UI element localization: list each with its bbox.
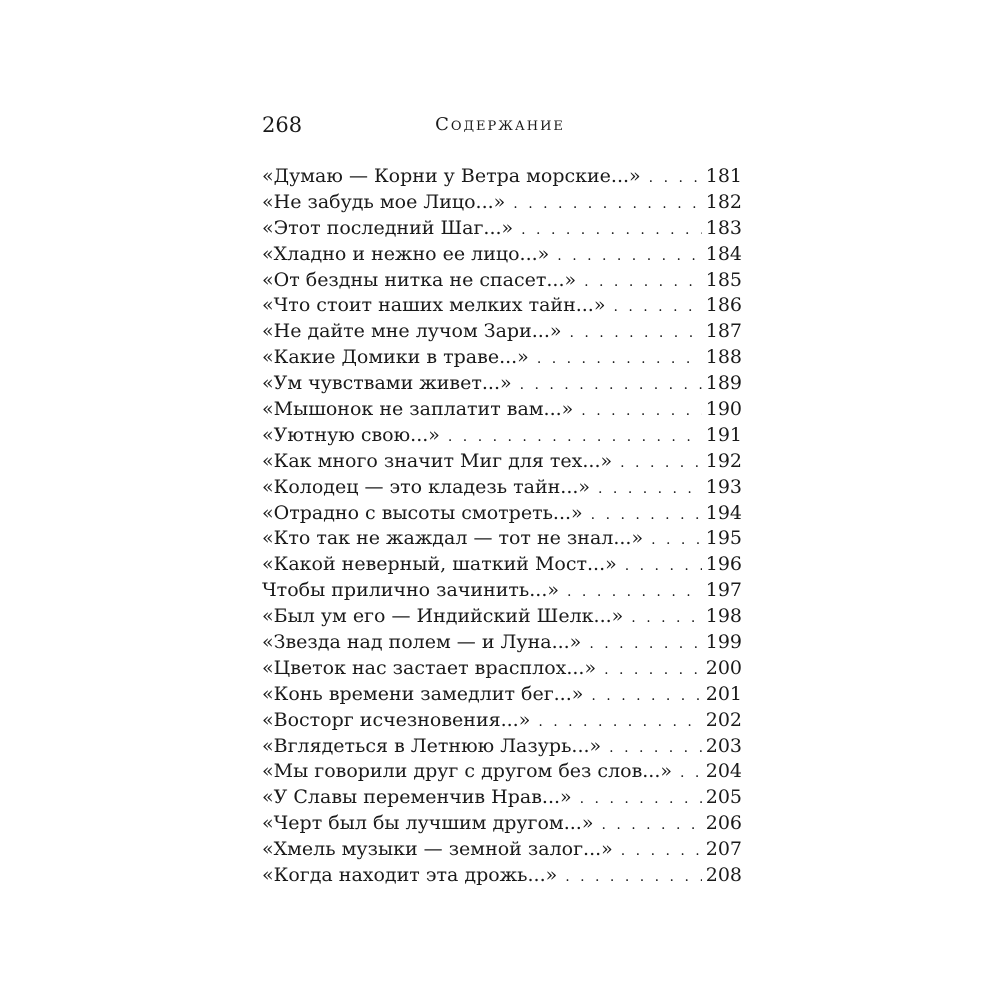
toc-entry (262, 164, 742, 190)
toc-entry-page: 208 (705, 864, 742, 887)
toc-entry-title: «Кто так не жаждал — тот не знал...» (262, 527, 644, 550)
dot-leader (567, 580, 702, 606)
dot-leader (620, 451, 702, 477)
toc-entry-title: «Мышонок не заплатит вам...» (262, 398, 574, 421)
toc-entry-title: «Цветок нас застает врасплох...» (262, 656, 597, 679)
dot-leader (584, 270, 702, 296)
toc-entry (262, 397, 742, 423)
toc-entry (262, 268, 742, 294)
toc-entry-title: «Был ум его — Индийский Шелк...» (262, 605, 624, 628)
toc-entry-page: 182 (705, 190, 742, 213)
toc-entry-title: «Уютную свою...» (262, 423, 440, 446)
toc-entry-page: 195 (705, 527, 742, 550)
toc-entry (262, 190, 742, 216)
dot-leader (557, 244, 701, 270)
toc-entry-page: 207 (705, 838, 742, 861)
toc-entry (262, 837, 742, 863)
dot-leader (680, 761, 702, 787)
dot-leader (570, 321, 702, 347)
dot-leader (601, 813, 701, 839)
toc-entry-page: 194 (705, 501, 742, 524)
toc-entry-page: 202 (705, 708, 742, 731)
toc-entry-page: 198 (705, 605, 742, 628)
toc-entry (262, 811, 742, 837)
dot-leader (538, 710, 701, 736)
toc-entry-page: 185 (705, 268, 742, 291)
toc-entry-title: «Что стоит наших мелких тайн...» (262, 294, 606, 317)
toc-entry-page: 203 (705, 734, 742, 757)
dot-leader (598, 477, 702, 503)
dot-leader (631, 606, 701, 632)
toc-entry (262, 423, 742, 449)
toc-entry (262, 216, 742, 242)
toc-entry-title: «Какой неверный, шаткий Мост...» (262, 553, 617, 576)
dot-leader (604, 658, 702, 684)
toc-entry-title: «Ум чувствами живет...» (262, 372, 512, 395)
dot-leader (651, 528, 702, 554)
toc-entry-page: 184 (705, 242, 742, 265)
dot-leader (625, 554, 702, 580)
toc-entry-title: «Когда находит эта дрожь...» (262, 864, 558, 887)
toc-entry-page: 206 (705, 812, 742, 835)
toc-entry-page: 199 (705, 631, 742, 654)
toc-entry-page: 192 (705, 449, 742, 472)
running-head: Содержание (435, 114, 565, 135)
toc-entry-title: «Не забудь мое Лицо...» (262, 190, 506, 213)
toc-entry (262, 293, 742, 319)
toc-entry (262, 734, 742, 760)
dot-leader (591, 684, 701, 710)
toc-entry (262, 863, 742, 889)
dot-leader (537, 347, 702, 373)
dot-leader (580, 787, 702, 813)
toc-entry-title: «Как много значит Миг для тех...» (262, 449, 613, 472)
toc-entry-title: «Вглядеться в Летнюю Лазурь...» (262, 734, 602, 757)
toc-entry (262, 708, 742, 734)
toc-entry-page: 181 (705, 165, 742, 187)
toc-entry-page: 187 (705, 320, 742, 343)
toc-entry-title: «Черт был бы лучшим другом...» (262, 812, 594, 835)
toc-entry (262, 526, 742, 552)
toc-entry-page: 183 (705, 216, 742, 239)
toc-entry-title: «Хладно и нежно ее лицо...» (262, 242, 550, 265)
toc-entry (262, 656, 742, 682)
dot-leader (621, 839, 702, 865)
toc-entry (262, 475, 742, 501)
dot-leader (591, 503, 702, 529)
toc-entry (262, 759, 742, 785)
dot-leader (520, 373, 702, 399)
toc-entry-title: «Колодец — это кладезь тайн...» (262, 475, 591, 498)
toc-entry-title: «Звезда над полем — и Луна...» (262, 631, 582, 654)
toc-entry-title: «Какие Домики в траве...» (262, 346, 529, 369)
toc-entry-page: 204 (705, 760, 742, 783)
toc-entry-title: «Отрадно с высоты смотреть...» (262, 501, 583, 524)
toc-entry (262, 604, 742, 630)
toc-entry-title: «Хмель музыки — земной залог...» (262, 838, 613, 861)
dot-leader (448, 425, 702, 451)
toc-entry-title: «У Славы переменчив Нрав...» (262, 786, 572, 809)
toc-entry (262, 578, 742, 604)
toc-entry-title: «Думаю — Корни у Ветра морские...» (262, 165, 641, 187)
toc-entry-title: «Восторг исчезновения...» (262, 708, 531, 731)
dot-leader (581, 399, 701, 425)
toc-entry-page: 205 (705, 786, 742, 809)
dot-leader (649, 166, 702, 192)
dot-leader (513, 192, 701, 218)
toc-entry-title: «Конь времени замедлит бег...» (262, 682, 584, 705)
toc-entry (262, 449, 742, 475)
toc-entry-page: 186 (705, 294, 742, 317)
toc-entry (262, 785, 742, 811)
dot-leader (521, 218, 702, 244)
toc-entry-title: «Мы говорили друг с другом без слов...» (262, 760, 673, 783)
dot-leader (609, 736, 702, 762)
toc-entry-page: 200 (705, 656, 742, 679)
toc-entry-page: 191 (705, 423, 742, 446)
toc-entry-page: 190 (705, 398, 742, 421)
toc-entry-title: «От бездны нитка не спасет...» (262, 268, 577, 291)
toc-entry (262, 319, 742, 345)
toc-entry (262, 371, 742, 397)
toc-entry-title: Чтобы прилично зачинить...» (262, 579, 560, 602)
toc-entry (262, 552, 742, 578)
toc-entry-page: 188 (705, 346, 742, 369)
toc-entry-page: 201 (705, 682, 742, 705)
toc-entry-page: 197 (705, 579, 742, 602)
toc-entry (262, 345, 742, 371)
toc-entry-page: 193 (705, 475, 742, 498)
toc-entry (262, 630, 742, 656)
toc-entry-page: 189 (705, 372, 742, 395)
dot-leader (565, 865, 702, 891)
toc-entry (262, 501, 742, 527)
table-of-contents (262, 164, 742, 889)
toc-entry-title: «Этот последний Шаг...» (262, 216, 514, 239)
page-number: 268 (262, 113, 303, 137)
toc-entry-title: «Не дайте мне лучом Зари...» (262, 320, 562, 343)
toc-entry (262, 242, 742, 268)
toc-entry-page: 196 (705, 553, 742, 576)
dot-leader (589, 632, 701, 658)
toc-entry (262, 682, 742, 708)
dot-leader (613, 295, 701, 321)
